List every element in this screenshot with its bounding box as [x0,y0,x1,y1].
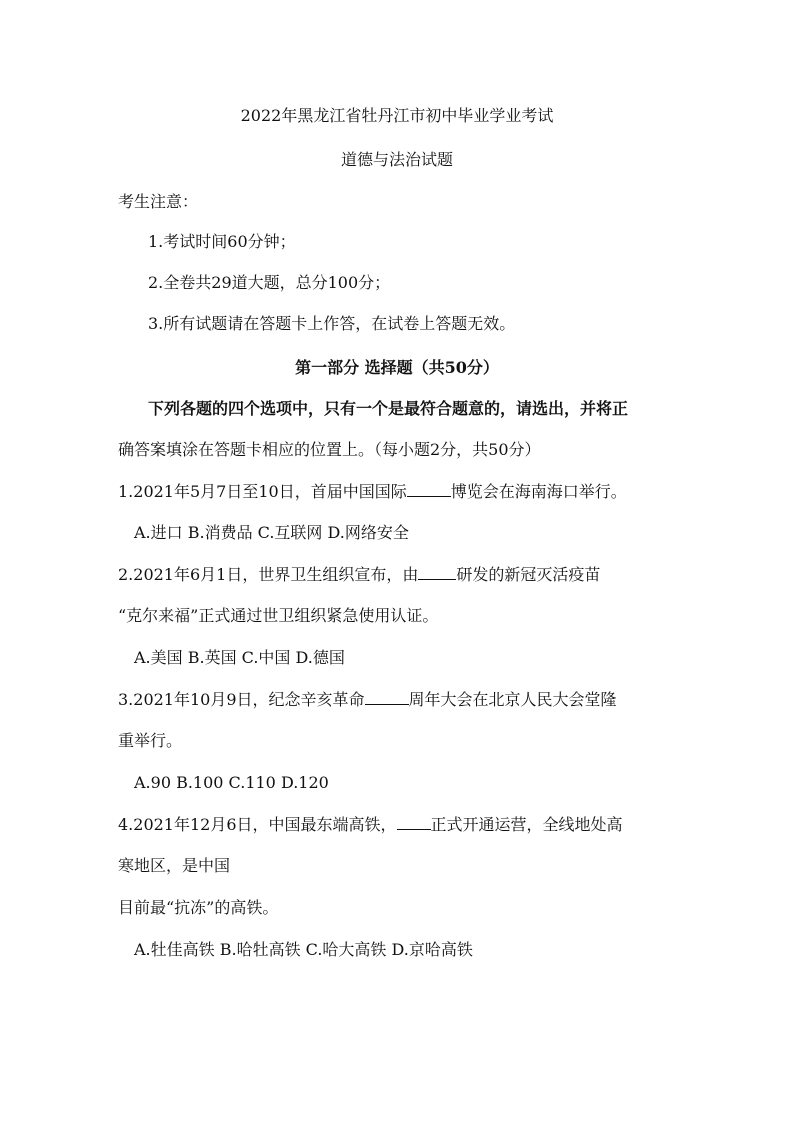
question-4-stem-line2: 寒地区，是中国 [118,856,231,875]
question-3-stem-line2: 重举行。 [118,731,183,750]
exam-title: 2022年黑龙江省牡丹江市初中毕业学业考试 [240,106,554,125]
question-3-stem [118,690,617,710]
question-4-options: A.牡佳高铁 B.哈牡高铁 C.哈大高铁 D.京哈高铁 [134,940,473,959]
question-stem-after: 周年大会在北京人民大会堂隆 [408,690,617,709]
question-1-stem [118,482,627,502]
question-stem-after: 正式开通运营，全线地处高 [430,815,623,834]
question-2-stem [118,565,600,585]
question-stem-after: 博览会在海南海口举行。 [450,482,627,501]
question-stem-after: 研发的新冠灭活疫苗 [456,565,601,584]
question-stem-before: 3.2021年10月9日，纪念辛亥革命 [118,690,365,709]
notice-item: 3.所有试题请在答题卡上作答，在试卷上答题无效。 [148,314,516,333]
question-stem-before: 2.2021年6月1日，世界卫生组织宣布，由 [118,565,419,584]
notice-item: 2.全卷共29道大题，总分100分； [148,273,391,292]
question-3-options: A.90 B.100 C.110 D.120 [134,773,329,792]
question-stem-before: 1.2021年5月7日至10日，首届中国国际 [118,482,407,501]
question-1-options: A.进口 B.消费品 C.互联网 D.网络安全 [134,523,409,542]
answer-blank [418,565,456,580]
answer-blank [397,815,431,830]
part1-instruction-line2: 确答案填涂在答题卡相应的位置上。（每小题2分，共50分） [118,440,541,459]
exam-subtitle: 道德与法治试题 [340,150,453,169]
answer-blank [365,690,409,705]
answer-blank [407,482,451,497]
question-stem-before: 4.2021年12月6日，中国最东端高铁， [118,815,397,834]
question-2-options: A.美国 B.英国 C.中国 D.德国 [134,648,345,667]
part1-heading: 第一部分 选择题（共50分） [295,358,499,377]
question-4-stem-line3: 目前最“抗冻”的高铁。 [118,898,279,917]
part1-instruction-line1: 下列各题的四个选项中，只有一个是最符合题意的，请选出，并将正 [148,399,629,418]
notice-item: 1.考试时间60分钟； [148,232,296,251]
question-4-stem [118,815,623,835]
notice-heading: 考生注意： [118,192,199,211]
question-2-stem-line2: “克尔来福”正式通过世卫组织紧急使用认证。 [118,606,439,625]
